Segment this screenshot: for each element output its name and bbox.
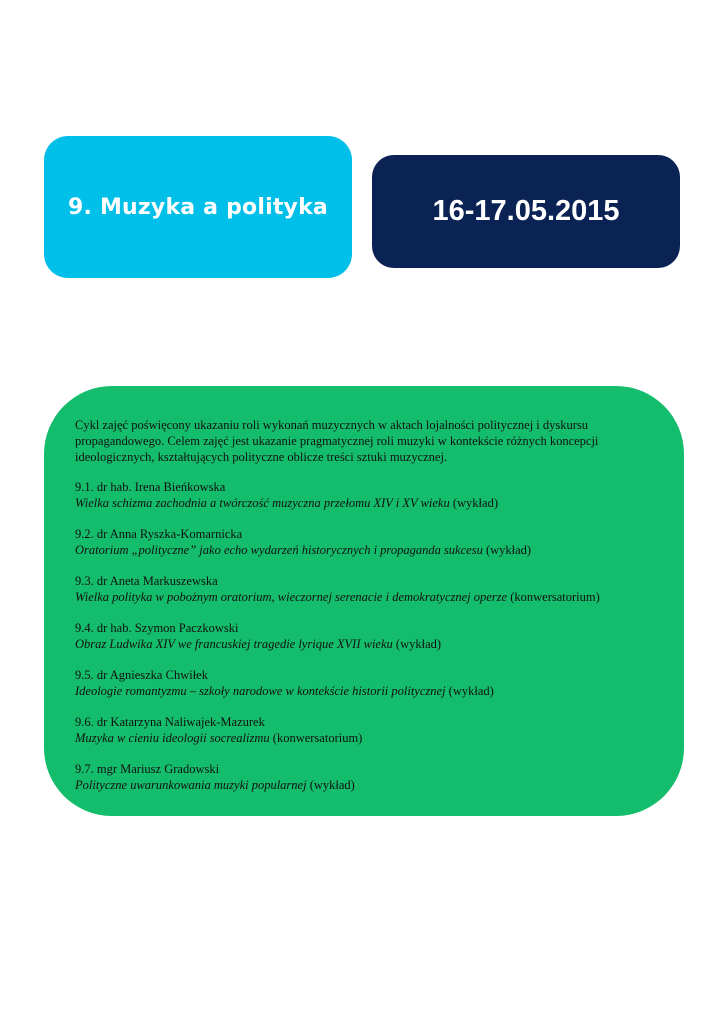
- module-date-box: [372, 155, 680, 268]
- lecture-details: [75, 730, 655, 746]
- lecture-details: [75, 636, 655, 652]
- lecture-speaker: 9.4. dr hab. Szymon Paczkowski: [75, 621, 239, 635]
- lecture-title: Oratorium „polityczne” jako echo wydarzeń historycznych i propaganda sukcesu: [75, 543, 483, 557]
- lecture-title: Muzyka w cieniu ideologii socrealizmu: [75, 731, 270, 745]
- lecture-title: Wielka schizma zachodnia a twórczość muzyczna przełomu XIV i XV wieku: [75, 496, 450, 510]
- lecture-details: [75, 589, 655, 605]
- lecture-type: (wykład): [452, 496, 498, 510]
- lecture-speaker: 9.7. mgr Mariusz Gradowski: [75, 762, 220, 776]
- lecture-title: Wielka polityka w pobożnym oratorium, wieczornej serenacie i demokratycznej operze: [75, 590, 508, 604]
- lecture-type: (konwersatorium): [510, 590, 600, 604]
- lecture-item: [75, 479, 655, 511]
- lecture-title: Ideologie romantyzmu – szkoły narodowe w kontekście historii politycznej: [75, 684, 446, 698]
- lecture-type: (wykład): [485, 543, 532, 557]
- lecture-type: (wykład): [448, 684, 494, 698]
- lecture-item: [75, 667, 655, 699]
- lecture-type: (wykład): [309, 778, 355, 792]
- lecture-speaker: 9.1. dr hab. Irena Bieńkowska: [75, 480, 226, 494]
- lecture-item: [75, 526, 655, 558]
- lecture-speaker: 9.3. dr Aneta Markuszewska: [75, 574, 218, 588]
- intro-paragraph: Cykl zajęć poświęcony ukazaniu roli wykonań muzycznych w aktach lojalności politycznej i dyskursu propagandowego. Celem zajęć jest ukazanie pragmatycznej roli muzyki w kontekście różnych koncepcji ideologicznych, kształtujących polityczne oblicze treści sztuki muzycznej.: [75, 418, 599, 464]
- lecture-item: [75, 714, 655, 746]
- module-description: [75, 417, 655, 808]
- lecture-speaker: 9.2. dr Anna Ryszka-Komarnicka: [75, 527, 243, 541]
- lecture-item: [75, 573, 655, 605]
- lecture-item: [75, 620, 655, 652]
- lecture-details: [75, 542, 655, 558]
- lecture-type: (wykład): [395, 637, 442, 651]
- lecture-details: [75, 683, 655, 699]
- lecture-item: [75, 761, 655, 793]
- lecture-details: [75, 495, 655, 511]
- lecture-title: Polityczne uwarunkowania muzyki popularnej: [75, 778, 307, 792]
- lecture-speaker: 9.5. dr Agnieszka Chwiłek: [75, 668, 208, 682]
- lecture-details: [75, 777, 655, 793]
- module-description-box: [44, 386, 684, 816]
- lecture-speaker: 9.6. dr Katarzyna Naliwajek-Mazurek: [75, 715, 265, 729]
- module-date: 16-17.05.2015: [432, 195, 620, 227]
- module-title-box: [44, 136, 352, 278]
- module-title: 9. Muzyka a polityka: [68, 194, 328, 220]
- lecture-title: Obraz Ludwika XIV we francuskiej tragedie lyrique XVII wieku: [75, 637, 393, 651]
- lecture-type: (konwersatorium): [272, 731, 363, 745]
